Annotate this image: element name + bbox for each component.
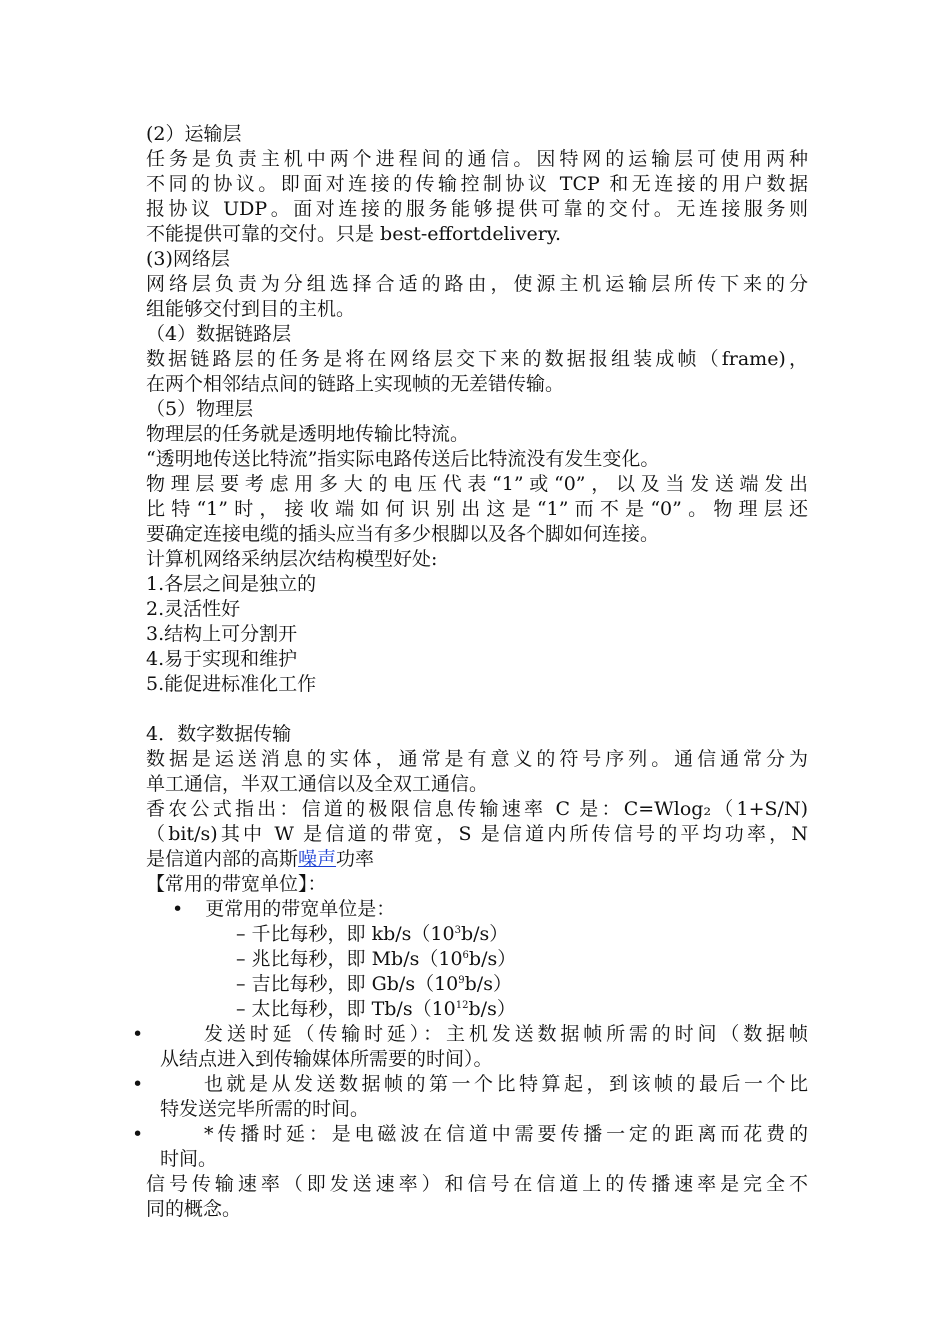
digital-line: 数据是运送消息的实体，通常是有意义的符号序列。通信通常分为 — [146, 748, 808, 770]
document-page — [132, 122, 808, 1222]
benefit-item: 2.灵活性好 — [146, 598, 241, 620]
bullet-icon: • — [132, 1023, 144, 1045]
section-5-heading: （5）物理层 — [146, 398, 254, 420]
section-2-line: 报协议 UDP。面对连接的服务能够提供可靠的交付。无连接服务则 — [146, 198, 808, 220]
bandwidth-unit: – 吉比每秒，即 $Gb/s(10^9b/s)$ — [236, 973, 512, 995]
bandwidth-unit: – 兆比每秒，即 $Mb/s(10^6b/s)$ — [236, 948, 517, 970]
section-3-line: 网络层负责为分组选择合适的路由，使源主机运输层所传下来的分 — [146, 273, 808, 295]
section-2-heading: (2）运输层 — [146, 123, 242, 145]
section-4-line: 数据链路层的任务是将在网络层交下来的数据报组装成帧（frame)， — [146, 348, 808, 370]
benefit-item: 4.易于实现和维护 — [146, 648, 298, 670]
delay-item-line: *传播时延：是电磁波在信道中需要传播一定的距离而花费的 — [204, 1123, 808, 1145]
benefit-item: 5.能促进标准化工作 — [146, 673, 317, 695]
benefits-title: 计算机网络采纳层次结构模型好处: — [146, 548, 438, 570]
digital-line: 香农公式指出：信道的极限信息传输速率 C 是：C=Wlog₂（1+S/N) — [146, 798, 808, 820]
digital-line: （bit/s)其中 W 是信道的带宽，S 是信道内所传信号的平均功率，N — [146, 823, 808, 845]
delay-item-line: 特发送完毕所需的时间。 — [160, 1098, 370, 1120]
section-2-line: 任务是负责主机中两个进程间的通信。因特网的运输层可使用两种 — [146, 148, 808, 170]
section-5-line: 物理层要考虑用多大的电压代表“1”或“0”，以及当发送端发出 — [146, 473, 808, 495]
benefit-item: 1.各层之间是独立的 — [146, 573, 317, 595]
bullet-icon: • — [132, 1073, 144, 1095]
section-4-line: 在两个相邻结点间的链路上实现帧的无差错传输。 — [146, 373, 565, 395]
delay-item — [132, 1022, 808, 1072]
bandwidth-unit: – 太比每秒，即 $Tb/s(10^{12}b/s)$ — [236, 998, 516, 1020]
section-2-line: 不同的协议。即面对连接的传输控制协议 TCP 和无连接的用户数据 — [146, 173, 808, 195]
delay-item-line: 从结点进入到传输媒体所需要的时间）。 — [160, 1048, 493, 1070]
section-2-line: 不能提供可靠的交付。只是 best-effortdelivery. — [146, 223, 562, 245]
section-4-heading: （4）数据链路层 — [146, 323, 292, 345]
section-5-line: 要确定连接电缆的插头应当有多少根脚以及各个脚如何连接。 — [146, 523, 660, 545]
dash-icon: – — [236, 973, 246, 995]
closing-line: 同的概念。 — [146, 1198, 242, 1220]
noise-link[interactable]: 噪声 — [298, 848, 337, 870]
benefit-item: 3.结构上可分割开 — [146, 623, 298, 645]
bandwidth-bullet — [146, 897, 808, 922]
section-5-line: 比特“1”时，接收端如何识别出这是“1”而不是“0”。物理层还 — [146, 498, 808, 520]
paragraph-gap — [146, 697, 808, 722]
delay-item — [132, 1122, 808, 1172]
delay-item — [132, 1072, 808, 1122]
digital-line: 单工通信，半双工通信以及全双工通信。 — [146, 773, 489, 795]
section-5-line: 物理层的任务就是透明地传输比特流。 — [146, 423, 470, 445]
bandwidth-unit: – 千比每秒，即 $kb/s(10^3b/s)$ — [236, 923, 509, 945]
section-3-line: 组能够交付到目的主机。 — [146, 298, 356, 320]
dash-icon: – — [236, 998, 246, 1020]
digital-line — [146, 847, 808, 872]
digital-last-suffix: 功率 — [336, 848, 375, 870]
closing-line: 信号传输速率（即发送速率）和信号在信道上的传播速率是完全不 — [146, 1173, 808, 1195]
delay-item-line: 时间。 — [160, 1148, 218, 1170]
digital-heading: 4．数字数据传输 — [146, 723, 292, 745]
bandwidth-bullet-text: 更常用的带宽单位是： — [205, 898, 396, 920]
section-5-line: “透明地传送比特流”指实际电路传送后比特流没有发生变化。 — [146, 448, 660, 470]
delay-item-line: 发送时延（传输时延）：主机发送数据帧所需的时间（数据帧 — [204, 1023, 808, 1045]
section-3-heading: (3)网络层 — [146, 248, 230, 270]
digital-last-prefix: 是信道内部的高斯 — [146, 848, 299, 870]
dash-icon: – — [236, 923, 246, 945]
bullet-icon: • — [132, 1123, 144, 1145]
bandwidth-heading: 【常用的带宽单位】： — [146, 873, 327, 895]
delay-item-line: 也就是从发送数据帧的第一个比特算起，到该帧的最后一个比 — [204, 1073, 808, 1095]
dash-icon: – — [236, 948, 246, 970]
bullet-icon: • — [172, 898, 184, 920]
